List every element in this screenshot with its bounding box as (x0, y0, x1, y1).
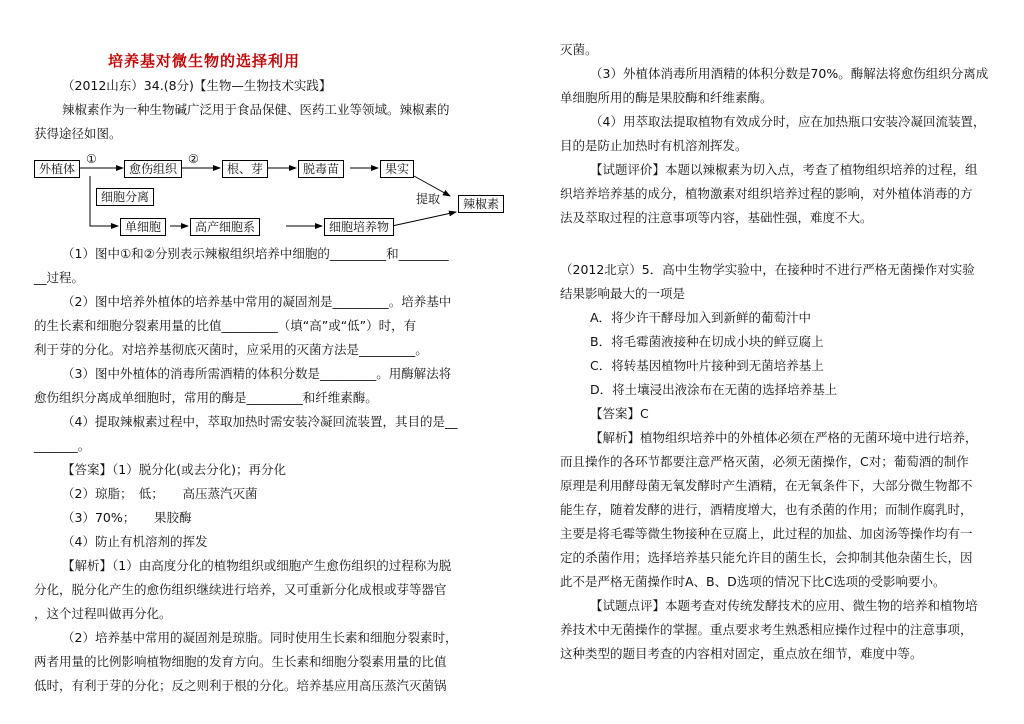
question-3-line-1: （3）图中外植体的消毒所需酒精的体积分数是_________。用酶解法将 (62, 366, 452, 381)
right-line-1: 灭菌。 (560, 42, 598, 57)
right-line-2: （3）外植体消毒所用酒精的体积分数是70%。酶解法将愈伤组织分离成 (590, 66, 989, 81)
beijing-analysis-line-1: 【解析】植物组织培养中的外植体必须在严格的无菌环境中进行培养， (590, 430, 978, 445)
right-line-3: 单细胞所用的酶是果胶酶和纤维素酶。 (560, 90, 773, 105)
flow-node-high-yield: 高产细胞系 (190, 218, 260, 236)
beijing-review-line-2: 养技术中无菌操作的掌握。重点要求考生熟悉相应操作过程中的注意事项， (560, 622, 973, 637)
flow-node-callus: 愈伤组织 (124, 160, 182, 178)
option-a: A．将少许干酵母加入到新鲜的葡萄汁中 (590, 310, 812, 325)
beijing-analysis-line-5: 主要是将毛霉等微生物接种在豆腐上，此过程的加盐、加卤汤等操作均有一 (560, 526, 973, 541)
beijing-review-line-3: 这种类型的题目考查的内容相对固定，重点放在细节，难度中等。 (560, 646, 923, 661)
flow-node-root-bud: 根、芽 (222, 160, 268, 178)
right-line-8: 法及萃取过程的注意事项等内容，基础性强，难度不大。 (560, 210, 873, 225)
analysis-line-4: （2）培养基中常用的凝固剂是琼脂。同时使用生长素和细胞分裂素时， (62, 630, 458, 645)
question-4-line-2: _______。 (34, 438, 91, 453)
analysis-line-3: ，这个过程叫做再分化。 (34, 606, 172, 621)
question-2-line-3: 利于芽的分化。对培养基彻底灭菌时，应采用的灭菌方法是_________。 (34, 342, 428, 357)
beijing-review-line-1: 【试题点评】本题考查对传统发酵技术的应用、微生物的培养和植物培 (590, 598, 978, 613)
question-source: （2012山东）34.(8分)【生物—生物技术实践】 (62, 78, 332, 93)
beijing-analysis-line-4: 能生存，随着发酵的进行，酒精度增大，也有杀菌的作用；而制作腐乳时， (560, 502, 973, 517)
question-1-line-2: __过程。 (34, 270, 85, 285)
beijing-analysis-line-6: 定的杀菌作用；选择培养基只能允许目的菌生长，会抑制其他杂菌生长，因 (560, 550, 973, 565)
intro-line-2: 获得途径如图。 (34, 126, 122, 141)
flow-step-1: ① (86, 152, 97, 166)
page-title: 培养基对微生物的选择利用 (108, 52, 301, 70)
intro-line-1: 辣椒素作为一种生物碱广泛用于食品保健、医药工业等领域。辣椒素的 (62, 102, 450, 117)
option-b: B．将毛霉菌液接种在切成小块的鲜豆腐上 (590, 334, 824, 349)
flow-node-virus-free: 脱毒苗 (298, 160, 344, 178)
right-line-6: 【试题评价】本题以辣椒素为切入点，考查了植物组织培养的过程，组 (590, 162, 978, 177)
answer-line-1: 【答案】（1）脱分化(或去分化)；再分化 (62, 462, 286, 477)
flow-label-cell-separation: 细胞分离 (96, 188, 154, 206)
flow-node-capsaicin: 辣椒素 (458, 195, 504, 213)
beijing-analysis-line-3: 原理是利用酵母菌无氧发酵时产生酒精，在无氧条件下，大部分微生物都不 (560, 478, 973, 493)
flow-step-2: ② (188, 152, 199, 166)
question-1-line-1: （1）图中①和②分别表示辣椒组织培养中细胞的_________和________ (62, 246, 449, 261)
flow-node-fruit: 果实 (380, 160, 414, 178)
option-c: C．将转基因植物叶片接种到无菌培养基上 (590, 358, 824, 373)
flow-node-single-cell: 单细胞 (120, 218, 166, 236)
analysis-line-1: 【解析】（1）由高度分化的植物组织或细胞产生愈伤组织的过程称为脱 (62, 558, 452, 573)
beijing-question-line-1: （2012北京）5．高中生物学实验中，在接种时不进行严格无菌操作对实验 (560, 262, 975, 277)
answer-line-3: （3）70%； 果胶酶 (62, 510, 192, 525)
answer-line-4: （4）防止有机溶剂的挥发 (62, 534, 208, 549)
flow-node-culture: 细胞培养物 (324, 218, 394, 236)
question-3-line-2: 愈伤组织分离成单细胞时，常用的酶是_________和纤维素酶。 (34, 390, 378, 405)
analysis-line-2: 分化，脱分化产生的愈伤组织继续进行培养，又可重新分化成根或芽等器官 (34, 582, 447, 597)
right-line-7: 织培养培养基的成分，植物激素对组织培养过程的影响，对外植体消毒的方 (560, 186, 973, 201)
question-2-line-2: 的生长素和细胞分裂素用量的比值_________（填“高”或“低”）时，有 (34, 318, 417, 333)
right-line-5: 目的是防止加热时有机溶剂挥发。 (560, 138, 748, 153)
flow-node-explant: 外植体 (34, 160, 80, 178)
analysis-line-5: 两者用量的比例影响植物细胞的发育方向。生长素和细胞分裂素用量的比值 (34, 654, 447, 669)
option-d: D．将土壤浸出液涂布在无菌的选择培养基上 (590, 382, 838, 397)
right-line-4: （4）用萃取法提取植物有效成分时，应在加热瓶口安装冷凝回流装置， (590, 114, 986, 129)
beijing-analysis-line-7: 此不是严格无菌操作时A、B、D选项的情况下比C选项的受影响要小。 (560, 574, 946, 589)
beijing-analysis-line-2: 而且操作的各环节都要注意严格灭菌，必须无菌操作，C对；葡萄酒的制作 (560, 454, 969, 469)
question-2-line-1: （2）图中培养外植体的培养基中常用的凝固剂是_________。培养基中 (62, 294, 452, 309)
beijing-answer: 【答案】C (590, 406, 649, 421)
question-4-line-1: （4）提取辣椒素过程中，萃取加热时需安装冷凝回流装置，其目的是__ (62, 414, 458, 429)
analysis-line-6: 低时，有利于芽的分化；反之则利于根的分化。培养基应用高压蒸汽灭菌锅 (34, 678, 447, 693)
flow-label-extract: 提取 (416, 192, 441, 206)
beijing-question-line-2: 结果影响最大的一项是 (560, 286, 686, 301)
answer-line-2: （2）琼脂； 低； 高压蒸汽灭菌 (62, 486, 258, 501)
